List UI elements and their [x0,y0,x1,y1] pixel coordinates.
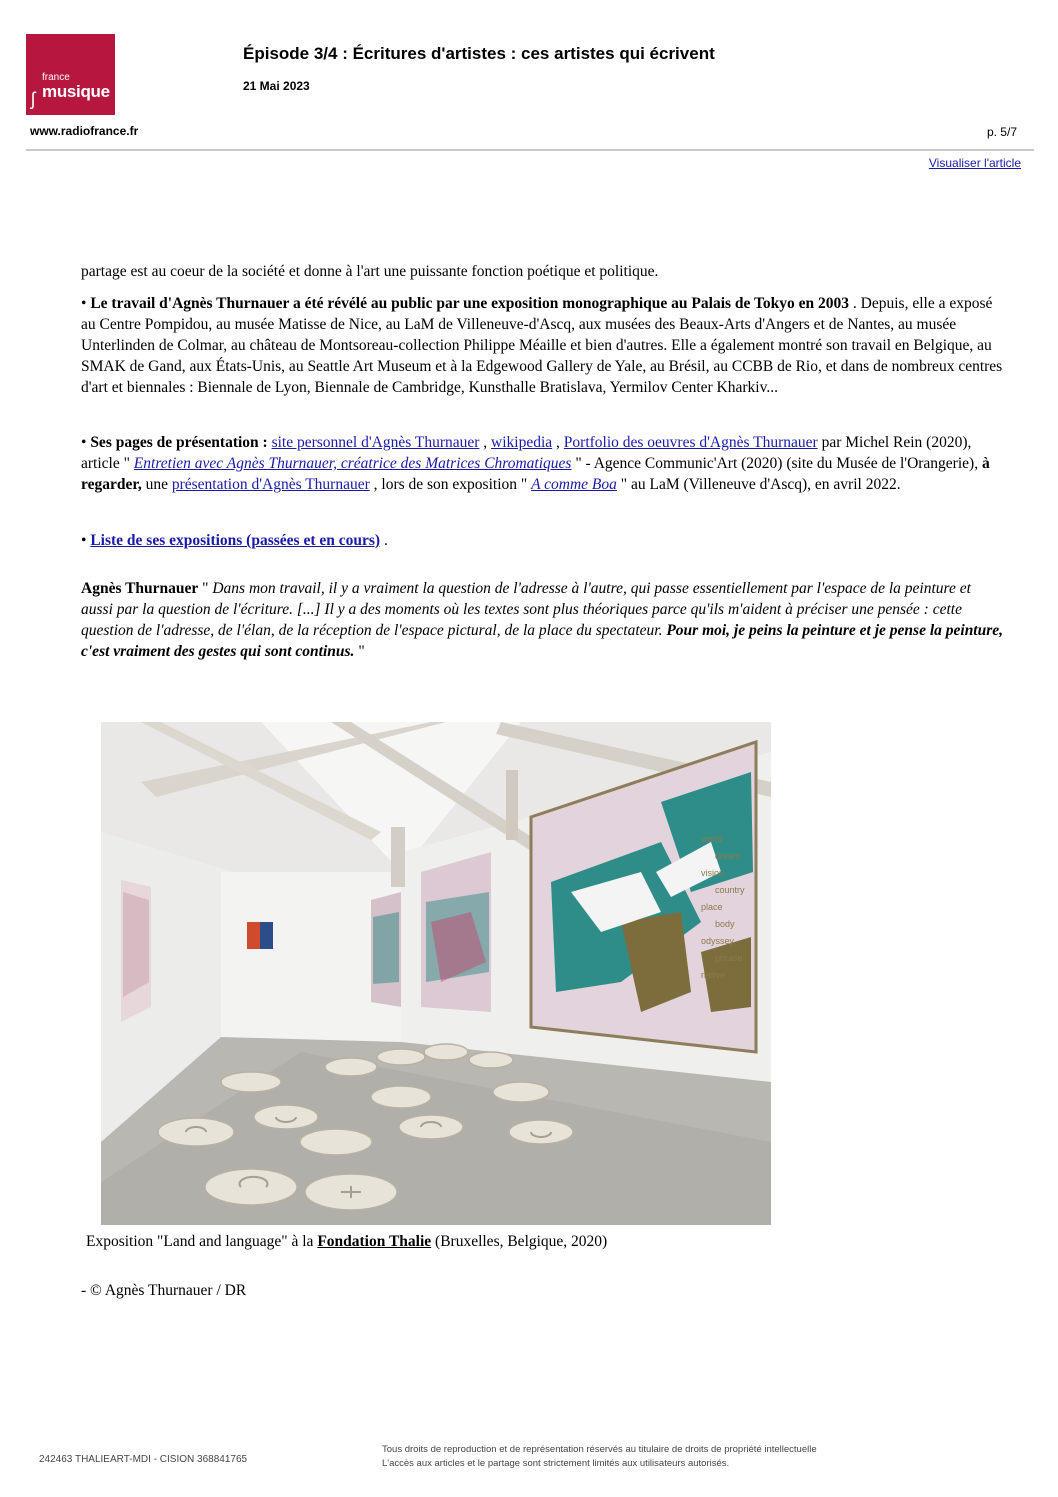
photo-credit: - © Agnès Thurnauer / DR [81,1282,247,1299]
bullet: • [81,434,91,451]
links-text: " au LaM (Villeneuve d'Ascq), en avril 2022. [616,476,901,493]
painting-word: world [701,834,723,844]
watch-label: à regarder, [81,455,990,493]
a-comme-boa-link[interactable]: A comme Boa [531,476,617,493]
painting-word: odyssey [701,936,735,946]
logo-line1: france [42,72,70,83]
exhibitions-link[interactable]: Liste de ses expositions (passées et en cours) [90,532,381,549]
quote-author: Agnès Thurnauer [81,580,199,597]
quote-bold: Pour moi, je peins la peinture et je pense la peinture, c'est vraiment des gestes qui sont continus. [81,622,1004,660]
france-musique-logo [26,34,115,115]
links-heading: Ses pages de présentation : [90,434,268,451]
fondation-thalie-link[interactable]: Fondation Thalie [317,1233,432,1250]
paragraph-exhibitions [81,530,1005,551]
paragraph-career [81,293,1005,398]
logo-swoosh-icon: ʃ [31,89,35,109]
painting-word: native [701,970,726,980]
view-article-link[interactable]: Visualiser l'article [928,156,1021,170]
interview-link[interactable]: Entretien avec Agnès Thurnauer, créatrice des Matrices Chromatiques [133,455,572,472]
photo-caption [86,1233,607,1251]
header-divider [26,149,1034,151]
separator: , [479,434,492,451]
links-text: une [141,476,172,493]
portfolio-link[interactable]: Portfolio des oeuvres d'Agnès Thurnauer [563,434,818,451]
paragraph-intro: partage est au coeur de la société et donne à l'art une puissante fonction poétique et politique. [81,263,659,280]
quote-text: Dans mon travail, il y a vraiment la question de l'adresse à l'autre, qui passe essentiellement par l'espace de la peinture et aussi par la question de l'écriture. [...] Il y a des moments où les textes sont plus théoriques parce qu'ils m'aident à préciser une pensée : cette question de l'adresse, de l'élan, de la réception de l'espace pictural, de la place du spectateur. [81,580,971,639]
career-text: . Depuis, elle a exposé au Centre Pompidou, au musée Matisse de Nice, au LaM de Villeneuve-d'Ascq, aux musées des Beaux-Arts d'Angers et de Nantes, au musée Unterlinden de Colmar, au château de Montsoreau-collection Philippe Méaille et bien d'autres. Elle a également montré son travail en Belgique, au SMAK de Gand, aux États-Unis, au Seattle Art Museum et à la Edgewood Gallery de Yale, au Brésil, au CCBB de Rio, et dans de nombreux centres d'art et biennales : Biennale de Lyon, Biennale de Cambridge, Kunsthalle Bratislava, Yermilov Center Kharkiv... [81,295,1003,396]
links-text: , lors de son exposition " [369,476,532,493]
personal-site-link[interactable]: site personnel d'Agnès Thurnauer [271,434,480,451]
bullet: • [81,295,91,312]
rights-line-1: Tous droits de reproduction et de représentation réservés au titulaire de droits de propriété intellectuelle [382,1444,817,1455]
quote-open: " [198,580,213,597]
caption-text: Exposition "Land and language" à la [86,1233,318,1250]
exhibition-photo [101,722,771,1225]
presentation-link[interactable]: présentation d'Agnès Thurnauer [171,476,370,493]
footer-reference: 242463 THALIEART-MDI - CISION 368841765 [39,1454,248,1465]
logo-line2: musique [42,82,110,101]
links-text: par Michel Rein (2020), article " [81,434,972,472]
career-bold: Le travail d'Agnès Thurnauer a été révélé au public par une exposition monographique au Palais de Tokyo en 2003 [90,295,850,312]
quote-close: " [354,643,365,660]
document-title: Épisode 3/4 : Écritures d'artistes : ces artistes qui écrivent [243,44,715,63]
painting-word: place [701,902,723,912]
source-site: www.radiofrance.fr [30,124,139,138]
painting-word: vision [701,868,725,878]
bullet: • [81,532,91,549]
painting-word: dream [715,851,741,861]
painting-word: country [715,885,745,895]
footer-rights [382,1443,817,1471]
rights-line-2: L'accès aux articles et le partage sont strictement limités aux utilisateurs autorisés. [382,1458,730,1469]
page-number: p. 5/7 [986,125,1017,139]
separator: , [552,434,564,451]
gallery-illustration [101,722,771,1225]
paragraph-links [81,432,1005,495]
period: . [380,532,388,549]
wikipedia-link[interactable]: wikipedia [491,434,553,451]
painting-word: phrase [715,953,743,963]
document-date: 21 Mai 2023 [243,79,310,93]
painting-word: body [715,919,735,929]
caption-text: (Bruxelles, Belgique, 2020) [431,1233,608,1250]
paragraph-quote [81,578,1005,662]
links-text: " - Agence Communic'Art (2020) (site du Musée de l'Orangerie), [571,455,982,472]
